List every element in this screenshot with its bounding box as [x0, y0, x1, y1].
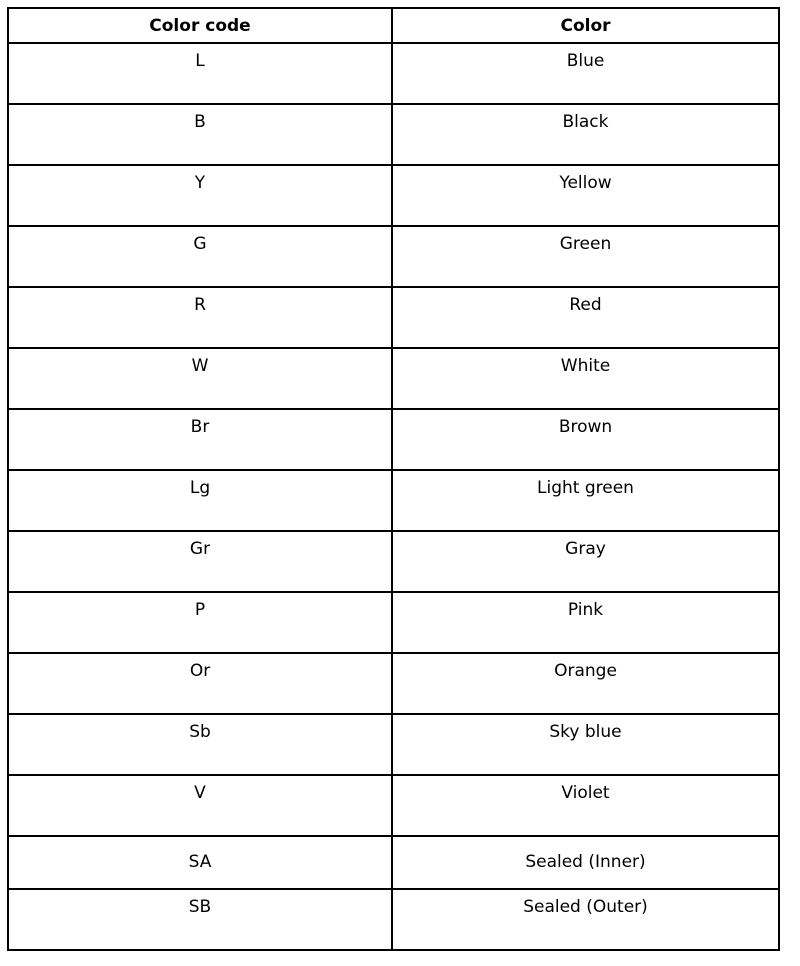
color-name-cell: Sky blue [392, 714, 779, 775]
color-name-cell: White [392, 348, 779, 409]
color-name-cell: Violet [392, 775, 779, 836]
color-name-cell: Sealed (Outer) [392, 889, 779, 950]
table-row [8, 226, 779, 287]
color-name-cell: Light green [392, 470, 779, 531]
color-name-cell: Brown [392, 409, 779, 470]
color-name-cell: Sealed (Inner) [392, 836, 779, 889]
column-header-color: Color [392, 8, 779, 43]
color-code-cell: L [8, 43, 392, 104]
table-row [8, 714, 779, 775]
table-row [8, 287, 779, 348]
table-header-row [8, 8, 779, 43]
table-row [8, 348, 779, 409]
color-name-cell: Gray [392, 531, 779, 592]
color-code-cell: B [8, 104, 392, 165]
table-row [8, 775, 779, 836]
table-row [8, 104, 779, 165]
table-row [8, 531, 779, 592]
table-row [8, 889, 779, 950]
table-row [8, 43, 779, 104]
color-code-cell: G [8, 226, 392, 287]
color-name-cell: Red [392, 287, 779, 348]
color-code-cell: W [8, 348, 392, 409]
color-name-cell: Pink [392, 592, 779, 653]
color-code-cell: SB [8, 889, 392, 950]
color-name-cell: Blue [392, 43, 779, 104]
table-row [8, 409, 779, 470]
color-code-cell: Y [8, 165, 392, 226]
color-name-cell: Orange [392, 653, 779, 714]
column-header-color-code: Color code [8, 8, 392, 43]
color-code-table [7, 7, 780, 951]
color-code-cell: Or [8, 653, 392, 714]
table-row [8, 165, 779, 226]
color-code-cell: P [8, 592, 392, 653]
table-row [8, 836, 779, 889]
table-row [8, 592, 779, 653]
color-code-cell: SA [8, 836, 392, 889]
color-code-cell: Br [8, 409, 392, 470]
color-name-cell: Black [392, 104, 779, 165]
color-code-cell: Gr [8, 531, 392, 592]
color-code-cell: R [8, 287, 392, 348]
color-code-cell: Sb [8, 714, 392, 775]
table-row [8, 653, 779, 714]
color-code-cell: V [8, 775, 392, 836]
color-name-cell: Green [392, 226, 779, 287]
color-name-cell: Yellow [392, 165, 779, 226]
color-code-cell: Lg [8, 470, 392, 531]
table-row [8, 470, 779, 531]
